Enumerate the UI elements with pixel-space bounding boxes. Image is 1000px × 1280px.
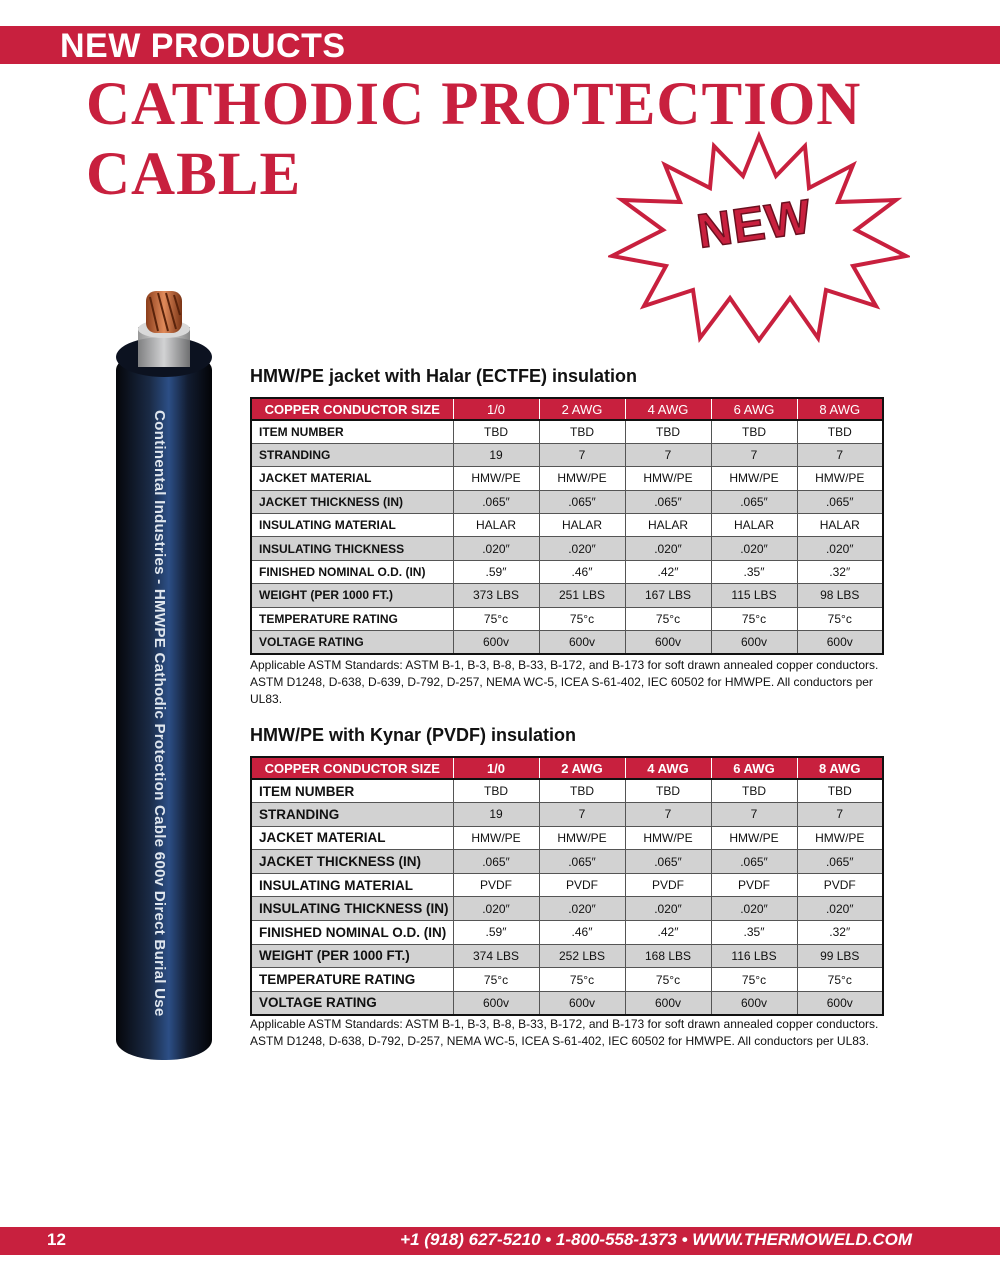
table-cell: 7 [539, 803, 625, 827]
table-row [251, 968, 883, 992]
table-cell: .46″ [539, 560, 625, 583]
kynar-spec-table [250, 756, 884, 1016]
table-cell: HALAR [625, 514, 711, 537]
table-cell: 600v [625, 991, 711, 1015]
table-cell: .020″ [797, 897, 883, 921]
table-cell: 167 LBS [625, 584, 711, 607]
table-header-cell: COPPER CONDUCTOR SIZE [251, 398, 453, 420]
table-row [251, 826, 883, 850]
table-cell: 75°c [711, 968, 797, 992]
table-header-cell: 1/0 [453, 757, 539, 779]
table-row [251, 607, 883, 630]
table-cell: .020″ [797, 537, 883, 560]
new-badge-text: NEW [693, 190, 816, 259]
table-row [251, 897, 883, 921]
table-cell: TBD [625, 779, 711, 803]
table-row [251, 584, 883, 607]
table-cell: .35″ [711, 560, 797, 583]
table-cell: HALAR [711, 514, 797, 537]
table-cell: 75°c [711, 607, 797, 630]
table-cell: PVDF [625, 873, 711, 897]
table-cell: 75°c [539, 968, 625, 992]
table-row [251, 921, 883, 945]
table-cell: .065″ [711, 850, 797, 874]
table-row [251, 779, 883, 803]
row-label: JACKET MATERIAL [251, 467, 453, 490]
table-cell: PVDF [711, 873, 797, 897]
row-label: VOLTAGE RATING [251, 991, 453, 1015]
table-cell: 600v [453, 991, 539, 1015]
table-cell: TBD [539, 420, 625, 443]
table-cell: 7 [711, 443, 797, 466]
table-row [251, 944, 883, 968]
table-row [251, 803, 883, 827]
table-cell: 600v [711, 631, 797, 654]
table-header-cell: 6 AWG [711, 398, 797, 420]
table-cell: HALAR [539, 514, 625, 537]
table-cell: 600v [453, 631, 539, 654]
table-header-cell: 8 AWG [797, 757, 883, 779]
table2-body [251, 779, 883, 1015]
table-cell: .32″ [797, 921, 883, 945]
table-cell: HALAR [453, 514, 539, 537]
table-cell: HMW/PE [625, 826, 711, 850]
halar-spec-table [250, 397, 884, 655]
table-cell: .065″ [625, 490, 711, 513]
table-cell: .42″ [625, 560, 711, 583]
table-row [251, 873, 883, 897]
table-row [251, 537, 883, 560]
table-cell: 600v [797, 631, 883, 654]
row-label: INSULATING MATERIAL [251, 873, 453, 897]
row-label: FINISHED NOMINAL O.D. (IN) [251, 560, 453, 583]
table-row [251, 490, 883, 513]
table-cell: 75°c [453, 968, 539, 992]
table-header-cell: 4 AWG [625, 398, 711, 420]
table-row [251, 991, 883, 1015]
table-cell: TBD [539, 779, 625, 803]
table1-title: HMW/PE jacket with Halar (ECTFE) insulation [250, 366, 638, 386]
title-line-1: CATHODIC PROTECTION [86, 71, 862, 138]
table-row [251, 631, 883, 654]
table-cell: .020″ [625, 537, 711, 560]
row-label: WEIGHT (PER 1000 FT.) [251, 944, 453, 968]
table-header-row [251, 398, 883, 420]
table-cell: 98 LBS [797, 584, 883, 607]
table-cell: .065″ [453, 490, 539, 513]
section-label: NEW PRODUCTS [60, 27, 346, 65]
table-cell: TBD [453, 420, 539, 443]
row-label: TEMPERATURE RATING [251, 968, 453, 992]
row-label: JACKET THICKNESS (IN) [251, 850, 453, 874]
table2-title: HMW/PE with Kynar (PVDF) insulation [250, 725, 577, 745]
table-header-cell: 6 AWG [711, 757, 797, 779]
row-label: ITEM NUMBER [251, 779, 453, 803]
table-cell: 75°c [797, 968, 883, 992]
table-cell: PVDF [453, 873, 539, 897]
table-cell: .35″ [711, 921, 797, 945]
table-cell: 168 LBS [625, 944, 711, 968]
table-row [251, 514, 883, 537]
table-cell: .42″ [625, 921, 711, 945]
table-cell: HMW/PE [625, 467, 711, 490]
row-label: ITEM NUMBER [251, 420, 453, 443]
table-cell: HMW/PE [539, 467, 625, 490]
table-cell: .020″ [539, 537, 625, 560]
table-header-cell: 1/0 [453, 398, 539, 420]
table-cell: TBD [711, 420, 797, 443]
table-cell: HMW/PE [711, 467, 797, 490]
table-cell: .32″ [797, 560, 883, 583]
table-row [251, 560, 883, 583]
table-cell: .59″ [453, 560, 539, 583]
table-cell: TBD [797, 420, 883, 443]
table-cell: 7 [711, 803, 797, 827]
row-label: STRANDING [251, 443, 453, 466]
row-label: INSULATING THICKNESS (IN) [251, 897, 453, 921]
table-cell: 252 LBS [539, 944, 625, 968]
table-cell: 374 LBS [453, 944, 539, 968]
row-label: VOLTAGE RATING [251, 631, 453, 654]
table-row [251, 420, 883, 443]
table-cell: .065″ [797, 490, 883, 513]
table-cell: 19 [453, 803, 539, 827]
table-cell: 600v [797, 991, 883, 1015]
table-cell: .020″ [539, 897, 625, 921]
table-cell: PVDF [797, 873, 883, 897]
table-cell: 7 [625, 803, 711, 827]
table-cell: .020″ [711, 537, 797, 560]
table-cell: 600v [539, 631, 625, 654]
table-cell: PVDF [539, 873, 625, 897]
table-header-cell: 4 AWG [625, 757, 711, 779]
table1-body [251, 420, 883, 654]
row-label: FINISHED NOMINAL O.D. (IN) [251, 921, 453, 945]
table-cell: 99 LBS [797, 944, 883, 968]
table-cell: TBD [797, 779, 883, 803]
table-cell: 116 LBS [711, 944, 797, 968]
table-cell: 251 LBS [539, 584, 625, 607]
table-cell: .065″ [711, 490, 797, 513]
table-cell: 600v [711, 991, 797, 1015]
table-cell: HMW/PE [711, 826, 797, 850]
table-cell: 7 [797, 803, 883, 827]
table-cell: .020″ [625, 897, 711, 921]
table-cell: TBD [453, 779, 539, 803]
new-starburst-badge [608, 128, 910, 346]
contact-info: +1 (918) 627-5210 • 1-800-558-1373 • WWW.THERMOWELD.COM [400, 1230, 912, 1249]
row-label: STRANDING [251, 803, 453, 827]
table-cell: .065″ [453, 850, 539, 874]
table-cell: 600v [539, 991, 625, 1015]
table-cell: .020″ [711, 897, 797, 921]
row-label: TEMPERATURE RATING [251, 607, 453, 630]
table-cell: 7 [539, 443, 625, 466]
cable-print-text: Continental Industries - HMWPE Cathodic Protection Cable 600v Direct Burial Use [151, 410, 168, 1017]
table-cell: 7 [625, 443, 711, 466]
row-label: JACKET THICKNESS (IN) [251, 490, 453, 513]
table-cell: HMW/PE [453, 826, 539, 850]
table-cell: HMW/PE [797, 467, 883, 490]
table-cell: 75°c [797, 607, 883, 630]
table-cell: 75°c [453, 607, 539, 630]
table-cell: .59″ [453, 921, 539, 945]
table2-standards-note: Applicable ASTM Standards: ASTM B-1, B-3, B-8, B-33, B-172, and B-173 for soft drawn annealed copper conductors. ASTM D1248, D-638, D-792, D-257, NEMA WC-5, ICEA S-61-402, IEC 60502 for HMWPE. All conductors per UL83. [250, 1017, 879, 1048]
table-cell: 75°c [625, 607, 711, 630]
table-cell: .020″ [453, 897, 539, 921]
table-row [251, 467, 883, 490]
table-cell: .065″ [539, 490, 625, 513]
table-cell: HALAR [797, 514, 883, 537]
row-label: INSULATING THICKNESS [251, 537, 453, 560]
table-cell: HMW/PE [453, 467, 539, 490]
table-cell: HMW/PE [797, 826, 883, 850]
title-line-2: CABLE [86, 141, 302, 208]
table-header-cell: 8 AWG [797, 398, 883, 420]
table-cell: 75°c [539, 607, 625, 630]
page-number: 12 [47, 1230, 66, 1249]
footer-bar [0, 1227, 1000, 1255]
table-header-cell: 2 AWG [539, 757, 625, 779]
table-cell: 115 LBS [711, 584, 797, 607]
table-cell: .065″ [625, 850, 711, 874]
table-cell: 19 [453, 443, 539, 466]
row-label: JACKET MATERIAL [251, 826, 453, 850]
row-label: INSULATING MATERIAL [251, 514, 453, 537]
row-label: WEIGHT (PER 1000 FT.) [251, 584, 453, 607]
table-cell: HMW/PE [539, 826, 625, 850]
table-cell: TBD [711, 779, 797, 803]
header-bar [0, 26, 1000, 64]
table-cell: 373 LBS [453, 584, 539, 607]
table-cell: .065″ [797, 850, 883, 874]
table-cell: TBD [625, 420, 711, 443]
table-cell: .46″ [539, 921, 625, 945]
table-header-cell: COPPER CONDUCTOR SIZE [251, 757, 453, 779]
table-cell: 600v [625, 631, 711, 654]
table-row [251, 443, 883, 466]
table-header-row [251, 757, 883, 779]
table-cell: 7 [797, 443, 883, 466]
table-row [251, 850, 883, 874]
table-cell: .020″ [453, 537, 539, 560]
table-header-cell: 2 AWG [539, 398, 625, 420]
table-cell: .065″ [539, 850, 625, 874]
table1-standards-note: Applicable ASTM Standards: ASTM B-1, B-3, B-8, B-33, B-172, and B-173 for soft drawn annealed copper conductors. ASTM D1248, D-638, D-639, D-792, D-257, NEMA WC-5, ICEA S-61-402, IEC 60502 for HMWPE. All conductors per UL83. [250, 658, 879, 706]
table-cell: 75°c [625, 968, 711, 992]
